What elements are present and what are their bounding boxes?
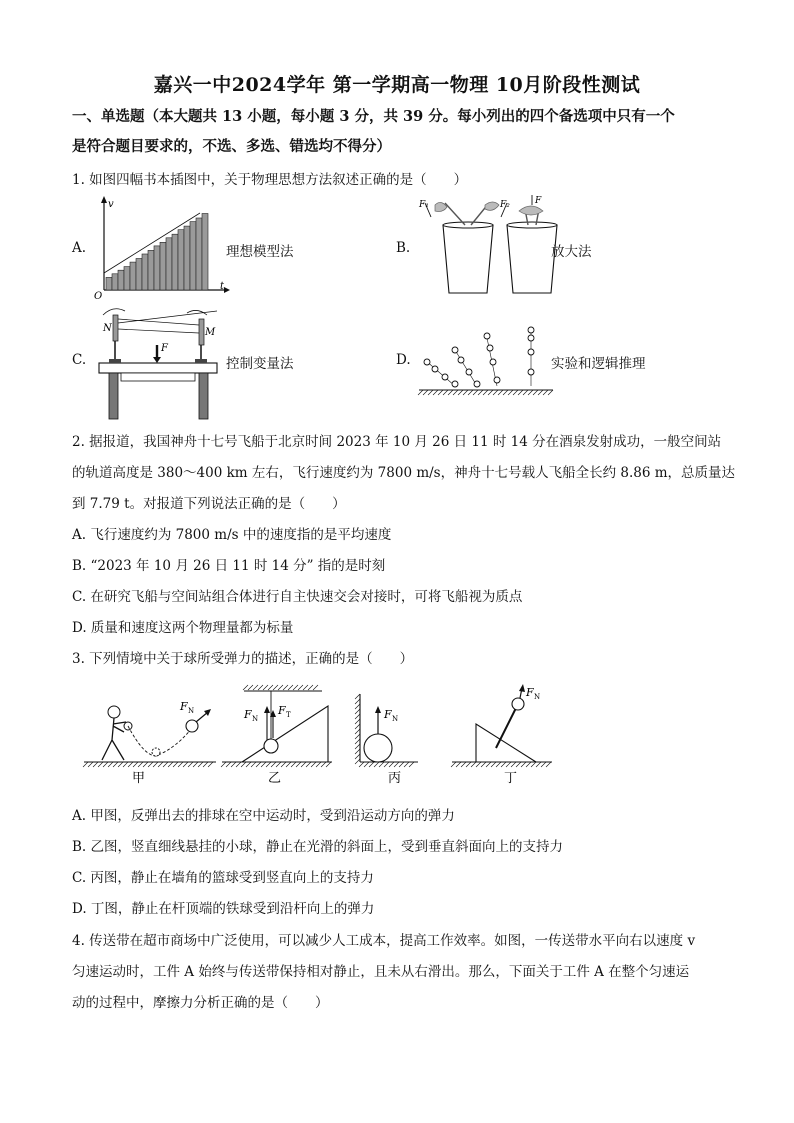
hatch-mark: [188, 762, 193, 767]
hatch-mark: [268, 685, 273, 690]
fig-jia-caption: 甲: [132, 771, 146, 786]
hatch-mark: [379, 762, 384, 767]
hatch-mark: [355, 749, 360, 754]
hatch-mark: [468, 390, 473, 395]
hatch-mark: [518, 390, 523, 395]
q3-figure-ding-ball-on-rod: [452, 684, 562, 790]
hatch-mark: [193, 762, 198, 767]
hatch-mark: [313, 685, 318, 690]
hatch-mark: [231, 762, 236, 767]
hatch-mark: [113, 762, 118, 767]
question-4-line3: 动的过程中，摩擦力分析正确的是（ ）: [72, 995, 329, 1011]
question-2-line2: 的轨道高度是 380～400 km 左右，飞行速度约为 7800 m/s，神舟十七号载人飞船全长约 8.86 m，总质量达: [72, 465, 736, 481]
vt-step-bar: [106, 277, 112, 290]
q1-option-d-method: 实验和逻辑推理: [551, 356, 646, 372]
hatch-mark: [506, 762, 511, 767]
hatch-mark: [248, 685, 253, 690]
hatch-mark: [453, 390, 458, 395]
q1-figure-a-vt-staircase: [92, 195, 232, 300]
bing-fn-subscript: N: [392, 715, 399, 723]
hatch-mark: [306, 762, 311, 767]
hatch-mark: [404, 762, 409, 767]
q1-option-b-method: 放大法: [551, 244, 592, 260]
hatch-mark: [321, 762, 326, 767]
hatch-mark: [158, 762, 163, 767]
hatch-mark: [286, 762, 291, 767]
hatch-mark: [541, 762, 546, 767]
ding-fn-label: F: [526, 686, 534, 699]
yi-ft-label: F: [278, 704, 286, 717]
hatch-mark: [133, 762, 138, 767]
hatch-mark: [261, 762, 266, 767]
question-1-stem: 1. 如图四幅书本插图中，关于物理思想方法叙述正确的是（ ）: [72, 172, 468, 188]
hatch-mark: [301, 762, 306, 767]
hatch-mark: [303, 685, 308, 690]
hatch-mark: [428, 390, 433, 395]
hatch-mark: [521, 762, 526, 767]
hatch-mark: [493, 390, 498, 395]
hatch-mark: [251, 762, 256, 767]
vt-step-bar: [178, 230, 184, 290]
hatch-mark: [536, 762, 541, 767]
hatch-mark: [273, 685, 278, 690]
vt-step-bar: [190, 222, 196, 290]
hatch-mark: [316, 762, 321, 767]
hatch-mark: [384, 762, 389, 767]
q1-figure-c-mirror-table: [95, 305, 225, 423]
hatch-mark: [221, 762, 226, 767]
vt-step-bar: [160, 242, 166, 290]
hatch-mark: [293, 685, 298, 690]
hatch-mark: [308, 685, 313, 690]
hatch-mark: [478, 390, 483, 395]
vt-step-bar: [166, 238, 172, 290]
hatch-mark: [448, 390, 453, 395]
hatch-mark: [355, 714, 360, 719]
hatch-mark: [496, 762, 501, 767]
hatch-mark: [538, 390, 543, 395]
hatch-mark: [369, 762, 374, 767]
hatch-mark: [291, 762, 296, 767]
section-heading-line2: 是符合题目要求的，不选、多选、错选均不得分）: [72, 138, 391, 155]
q1-figure-b-bottles: [415, 195, 565, 300]
hatch-mark: [523, 390, 528, 395]
hatch-mark: [481, 762, 486, 767]
section-heading-line1: 一、单选题（本大题共 13 小题，每小题 3 分，共 39 分。每小列出的四个备选项中只有一个: [72, 108, 675, 125]
vt-step-bar: [124, 267, 130, 290]
hatch-mark: [451, 762, 456, 767]
hatch-mark: [364, 762, 369, 767]
hatch-mark: [263, 685, 268, 690]
hatch-mark: [128, 762, 133, 767]
q3-figure-yi-hanging-ball-incline: [222, 688, 342, 790]
hatch-mark: [83, 762, 88, 767]
hatch-mark: [355, 719, 360, 724]
hatch-mark: [418, 390, 423, 395]
hatch-mark: [491, 762, 496, 767]
hatch-mark: [288, 685, 293, 690]
bing-fn-label: F: [384, 708, 392, 721]
hatch-mark: [355, 759, 360, 764]
question-2-line3: 到 7.79 t。对报道下列说法正确的是（ ）: [72, 496, 346, 512]
hatch-mark: [528, 390, 533, 395]
hatch-mark: [253, 685, 258, 690]
vt-step-bar: [142, 254, 148, 290]
vt-step-bar: [148, 250, 154, 290]
hatch-mark: [433, 390, 438, 395]
hatch-mark: [394, 762, 399, 767]
fig-yi-caption: 乙: [268, 771, 282, 786]
q3-option-c: C. 丙图，静止在墙角的篮球受到竖直向上的支持力: [72, 870, 374, 886]
hatch-mark: [243, 685, 248, 690]
hatch-mark: [178, 762, 183, 767]
q2-option-b: B. “2023 年 10 月 26 日 11 时 14 分” 指的是时刻: [72, 558, 386, 574]
hatch-mark: [488, 390, 493, 395]
hatch-mark: [148, 762, 153, 767]
q1-option-a-letter: A.: [72, 240, 87, 256]
vt-step-bar: [196, 218, 202, 290]
hatch-mark: [326, 762, 331, 767]
hatch-mark: [208, 762, 213, 767]
hatch-mark: [508, 390, 513, 395]
hatch-mark: [311, 762, 316, 767]
hatch-mark: [103, 762, 108, 767]
hatch-mark: [276, 762, 281, 767]
jia-fn-label: F: [180, 700, 188, 713]
hatch-mark: [173, 762, 178, 767]
hatch-mark: [456, 762, 461, 767]
vt-step-bar: [130, 262, 136, 290]
q1-option-b-letter: B.: [396, 240, 411, 256]
vt-step-bar: [118, 270, 124, 290]
hatch-mark: [236, 762, 241, 767]
hatch-mark: [374, 762, 379, 767]
q2-option-a: A. 飞行速度约为 7800 m/s 中的速度指的是平均速度: [72, 527, 392, 543]
hatch-mark: [355, 729, 360, 734]
fig-c-n-label: N: [103, 323, 112, 334]
vt-step-bar: [136, 259, 142, 291]
hatch-mark: [389, 762, 394, 767]
hatch-mark: [501, 762, 506, 767]
hatch-mark: [511, 762, 516, 767]
hatch-mark: [548, 390, 553, 395]
hatch-mark: [143, 762, 148, 767]
hatch-mark: [123, 762, 128, 767]
hatch-mark: [466, 762, 471, 767]
page-title: 嘉兴一中2024学年 第一学期高一物理 10月阶段性测试: [153, 74, 641, 96]
hatch-mark: [256, 762, 261, 767]
fig-b-f2-label: F₂: [500, 200, 510, 210]
fig-bing-caption: 丙: [388, 771, 402, 786]
fig-a-v-label: v: [108, 199, 114, 210]
q1-option-d-letter: D.: [396, 352, 411, 368]
hatch-mark: [108, 762, 113, 767]
hatch-mark: [88, 762, 93, 767]
q2-option-d: D. 质量和速度这两个物理量都为标量: [72, 620, 294, 636]
hatch-mark: [241, 762, 246, 767]
hatch-mark: [138, 762, 143, 767]
hatch-mark: [546, 762, 551, 767]
question-4-line2: 匀速运动时，工件 A 始终与传送带保持相对静止，且未从右滑出。那么，下面关于工件 A 在整个匀速运: [72, 964, 690, 980]
fig-c-f-label: F: [161, 343, 168, 354]
q2-option-c: C. 在研究飞船与空间站组合体进行自主快速交会对接时，可将飞船视为质点: [72, 589, 523, 605]
hatch-mark: [246, 762, 251, 767]
hatch-mark: [516, 762, 521, 767]
hatch-mark: [355, 734, 360, 739]
vt-step-bar: [154, 246, 160, 290]
fig-a-origin-label: O: [94, 291, 103, 302]
hatch-mark: [298, 685, 303, 690]
fig-a-t-label: t: [220, 281, 225, 292]
hatch-mark: [355, 744, 360, 749]
hatch-mark: [355, 739, 360, 744]
fig-b-f-label: F: [535, 196, 542, 206]
hatch-mark: [355, 699, 360, 704]
hatch-mark: [283, 685, 288, 690]
hatch-mark: [486, 762, 491, 767]
hatch-mark: [471, 762, 476, 767]
hatch-mark: [473, 390, 478, 395]
hatch-mark: [355, 709, 360, 714]
hatch-mark: [355, 704, 360, 709]
yi-fn-label: F: [244, 708, 252, 721]
hatch-mark: [461, 762, 466, 767]
hatch-mark: [118, 762, 123, 767]
vt-step-bar: [202, 214, 208, 291]
hatch-mark: [278, 685, 283, 690]
hatch-mark: [533, 390, 538, 395]
hatch-mark: [526, 762, 531, 767]
hatch-mark: [443, 390, 448, 395]
hatch-mark: [98, 762, 103, 767]
hatch-mark: [168, 762, 173, 767]
q1-option-c-letter: C.: [72, 352, 87, 368]
hatch-mark: [355, 694, 360, 699]
question-2-line1: 2. 据报道，我国神舟十七号飞船于北京时间 2023 年 10 月 26 日 11 时 14 分在酒泉发射成功，一般空间站: [72, 434, 722, 450]
hatch-mark: [399, 762, 404, 767]
ding-fn-subscript: N: [534, 693, 541, 701]
vt-step-bar: [172, 234, 178, 290]
q3-option-a: A. 甲图，反弹出去的排球在空中运动时，受到沿运动方向的弹力: [72, 808, 455, 824]
q1-option-c-method: 控制变量法: [226, 356, 294, 372]
question-4-line1: 4. 传送带在超市商场中广泛使用，可以减少人工成本，提高工作效率。如图，一传送带水平向右以速度 v: [72, 933, 696, 949]
hatch-mark: [438, 390, 443, 395]
yi-fn-subscript: N: [252, 715, 259, 723]
hatch-mark: [163, 762, 168, 767]
hatch-mark: [498, 390, 503, 395]
hatch-mark: [296, 762, 301, 767]
q3-option-d: D. 丁图，静止在杆顶端的铁球受到沿杆向上的弹力: [72, 901, 375, 917]
hatch-mark: [281, 762, 286, 767]
hatch-mark: [476, 762, 481, 767]
hatch-mark: [409, 762, 414, 767]
fig-ding-caption: 丁: [504, 771, 518, 786]
fig-b-f1-label: F₁: [419, 200, 429, 210]
yi-ft-subscript: T: [286, 711, 291, 719]
hatch-mark: [463, 390, 468, 395]
q1-option-a-method: 理想模型法: [226, 244, 294, 260]
hatch-mark: [226, 762, 231, 767]
fig-c-m-label: M: [205, 327, 216, 338]
hatch-mark: [355, 724, 360, 729]
hatch-mark: [513, 390, 518, 395]
hatch-mark: [359, 762, 364, 767]
q3-figure-bing-ball-in-corner: [356, 690, 436, 790]
q3-option-b: B. 乙图，竖直细线悬挂的小球，静止在光滑的斜面上，受到垂直斜面向上的支持力: [72, 839, 564, 855]
hatch-mark: [258, 685, 263, 690]
hatch-mark: [503, 390, 508, 395]
hatch-mark: [423, 390, 428, 395]
hatch-mark: [543, 390, 548, 395]
vt-step-bar: [184, 226, 190, 290]
hatch-mark: [198, 762, 203, 767]
hatch-mark: [153, 762, 158, 767]
hatch-mark: [266, 762, 271, 767]
hatch-mark: [93, 762, 98, 767]
q1-figure-d-inclined-planes: [415, 320, 555, 400]
hatch-mark: [483, 390, 488, 395]
hatch-mark: [203, 762, 208, 767]
hatch-mark: [458, 390, 463, 395]
hatch-mark: [531, 762, 536, 767]
jia-fn-subscript: N: [188, 707, 195, 715]
hatch-mark: [183, 762, 188, 767]
vt-step-bar: [112, 274, 118, 290]
hatch-mark: [271, 762, 276, 767]
question-3-stem: 3. 下列情境中关于球所受弹力的描述，正确的是（ ）: [72, 651, 414, 667]
q3-figure-jia-volleyball: [84, 690, 224, 790]
hatch-mark: [355, 754, 360, 759]
